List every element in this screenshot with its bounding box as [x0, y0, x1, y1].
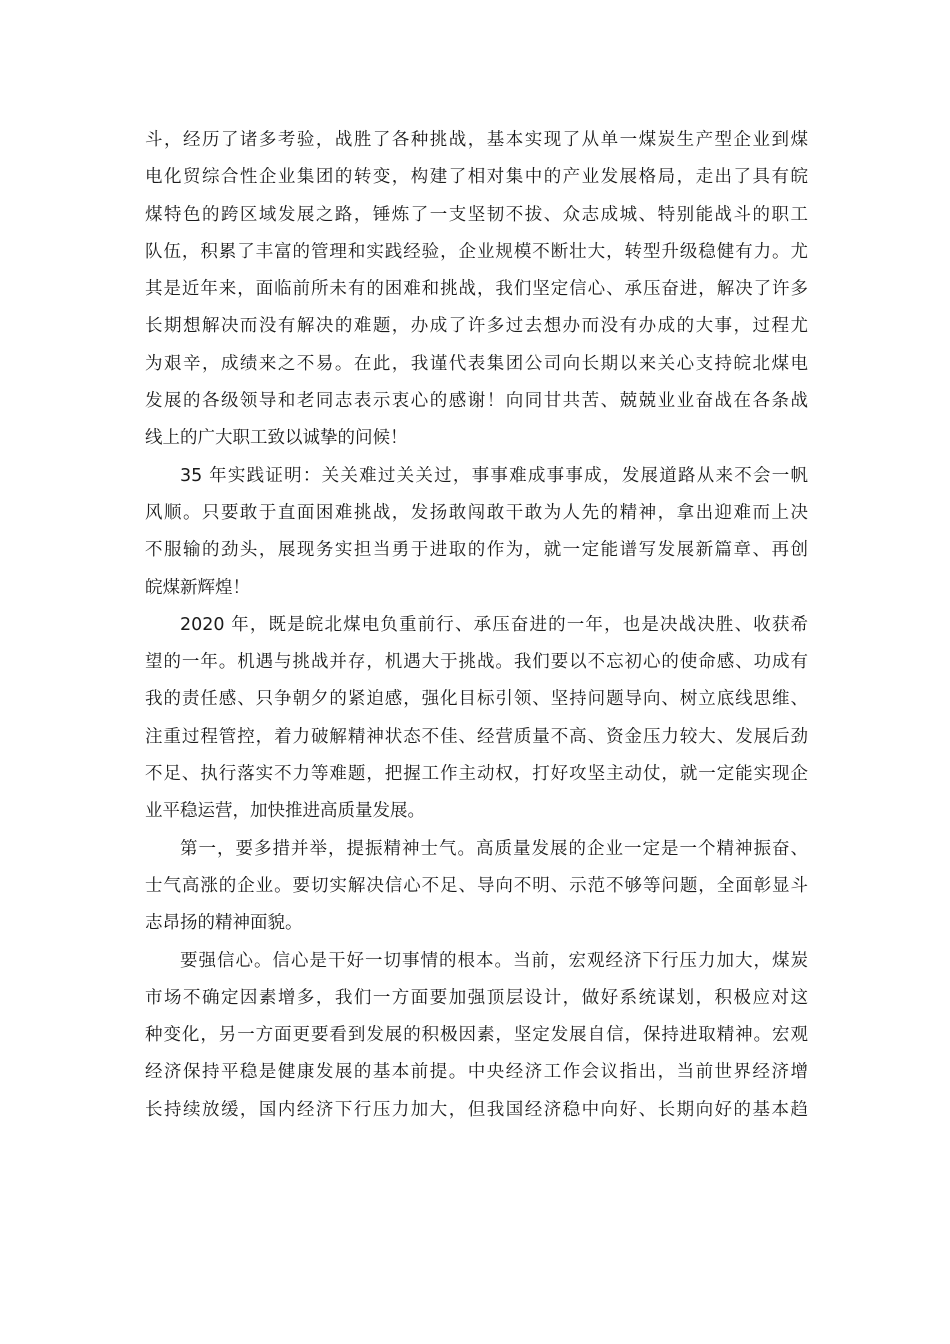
text-line: 其是近年来，面临前所未有的困难和挑战，我们坚定信心、承压奋进，解决了许多	[145, 279, 808, 300]
text-line: 煤特色的跨区域发展之路，锤炼了一支坚韧不拔、众志成城、特别能战斗的职工	[145, 204, 808, 225]
text-line: 第一，要多措并举，提振精神士气。高质量发展的企业一定是一个精神振奋、	[180, 838, 808, 859]
text-line: 我的责任感、只争朝夕的紧迫感，强化目标引领、坚持问题导向、树立底线思维、	[145, 689, 808, 710]
text-line: 注重过程管控，着力破解精神状态不佳、经营质量不高、资金压力较大、发展后劲	[145, 726, 808, 747]
text-line: 长期想解决而没有解决的难题，办成了许多过去想办而没有办成的大事，过程尤	[145, 316, 808, 337]
paragraph-4	[145, 831, 808, 943]
text-line: 队伍，积累了丰富的管理和实践经验，企业规模不断壮大，转型升级稳健有力。尤	[145, 241, 808, 262]
text-line: 望的一年。机遇与挑战并存，机遇大于挑战。我们要以不忘初心的使命感、功成有	[145, 652, 808, 673]
text-line: 业平稳运营，加快推进高质量发展。	[145, 801, 425, 822]
text-line: 皖煤新辉煌！	[145, 577, 250, 598]
text-line: 35 年实践证明：关关难过关关过，事事难成事事成，发展道路从来不会一帆	[180, 465, 808, 486]
paragraph-2	[145, 458, 808, 607]
text-line: 线上的广大职工致以诚挚的问候！	[145, 428, 408, 449]
text-line: 长持续放缓，国内经济下行压力加大，但我国经济稳中向好、长期向好的基本趋	[145, 1099, 808, 1120]
text-line: 市场不确定因素增多，我们一方面要加强顶层设计，做好系统谋划，积极应对这	[145, 987, 808, 1008]
text-line: 种变化，另一方面更要看到发展的积极因素，坚定发展自信，保持进取精神。宏观	[145, 1025, 808, 1046]
text-line: 2020 年，既是皖北煤电负重前行、承压奋进的一年，也是决战决胜、收获希	[180, 614, 808, 635]
text-line: 要强信心。信心是干好一切事情的根本。当前，宏观经济下行压力加大，煤炭	[180, 950, 808, 971]
text-line: 不服输的劲头，展现务实担当勇于进取的作为，就一定能谱写发展新篇章、再创	[145, 540, 808, 561]
paragraph-1	[145, 122, 808, 458]
text-line: 发展的各级领导和老同志表示衷心的感谢！向同甘共苦、兢兢业业奋战在各条战	[145, 391, 808, 412]
text-line: 不足、执行落实不力等难题，把握工作主动权，打好攻坚主动仗，就一定能实现企	[145, 764, 808, 785]
paragraph-5	[145, 943, 808, 1129]
text-line: 风顺。只要敢于直面困难挑战，发扬敢闯敢干敢为人先的精神，拿出迎难而上决	[145, 502, 808, 523]
text-line: 志昂扬的精神面貌。	[145, 913, 303, 934]
text-line: 士气高涨的企业。要切实解决信心不足、导向不明、示范不够等问题，全面彰显斗	[145, 875, 808, 896]
document-body	[145, 122, 808, 1129]
text-line: 经济保持平稳是健康发展的基本前提。中央经济工作会议指出，当前世界经济增	[145, 1062, 808, 1083]
paragraph-3	[145, 607, 808, 831]
text-line: 斗，经历了诸多考验，战胜了各种挑战，基本实现了从单一煤炭生产型企业到煤	[145, 130, 808, 150]
text-line: 电化贸综合性企业集团的转变，构建了相对集中的产业发展格局，走出了具有皖	[145, 167, 808, 188]
text-line: 为艰辛，成绩来之不易。在此，我谨代表集团公司向长期以来关心支持皖北煤电	[145, 353, 808, 374]
